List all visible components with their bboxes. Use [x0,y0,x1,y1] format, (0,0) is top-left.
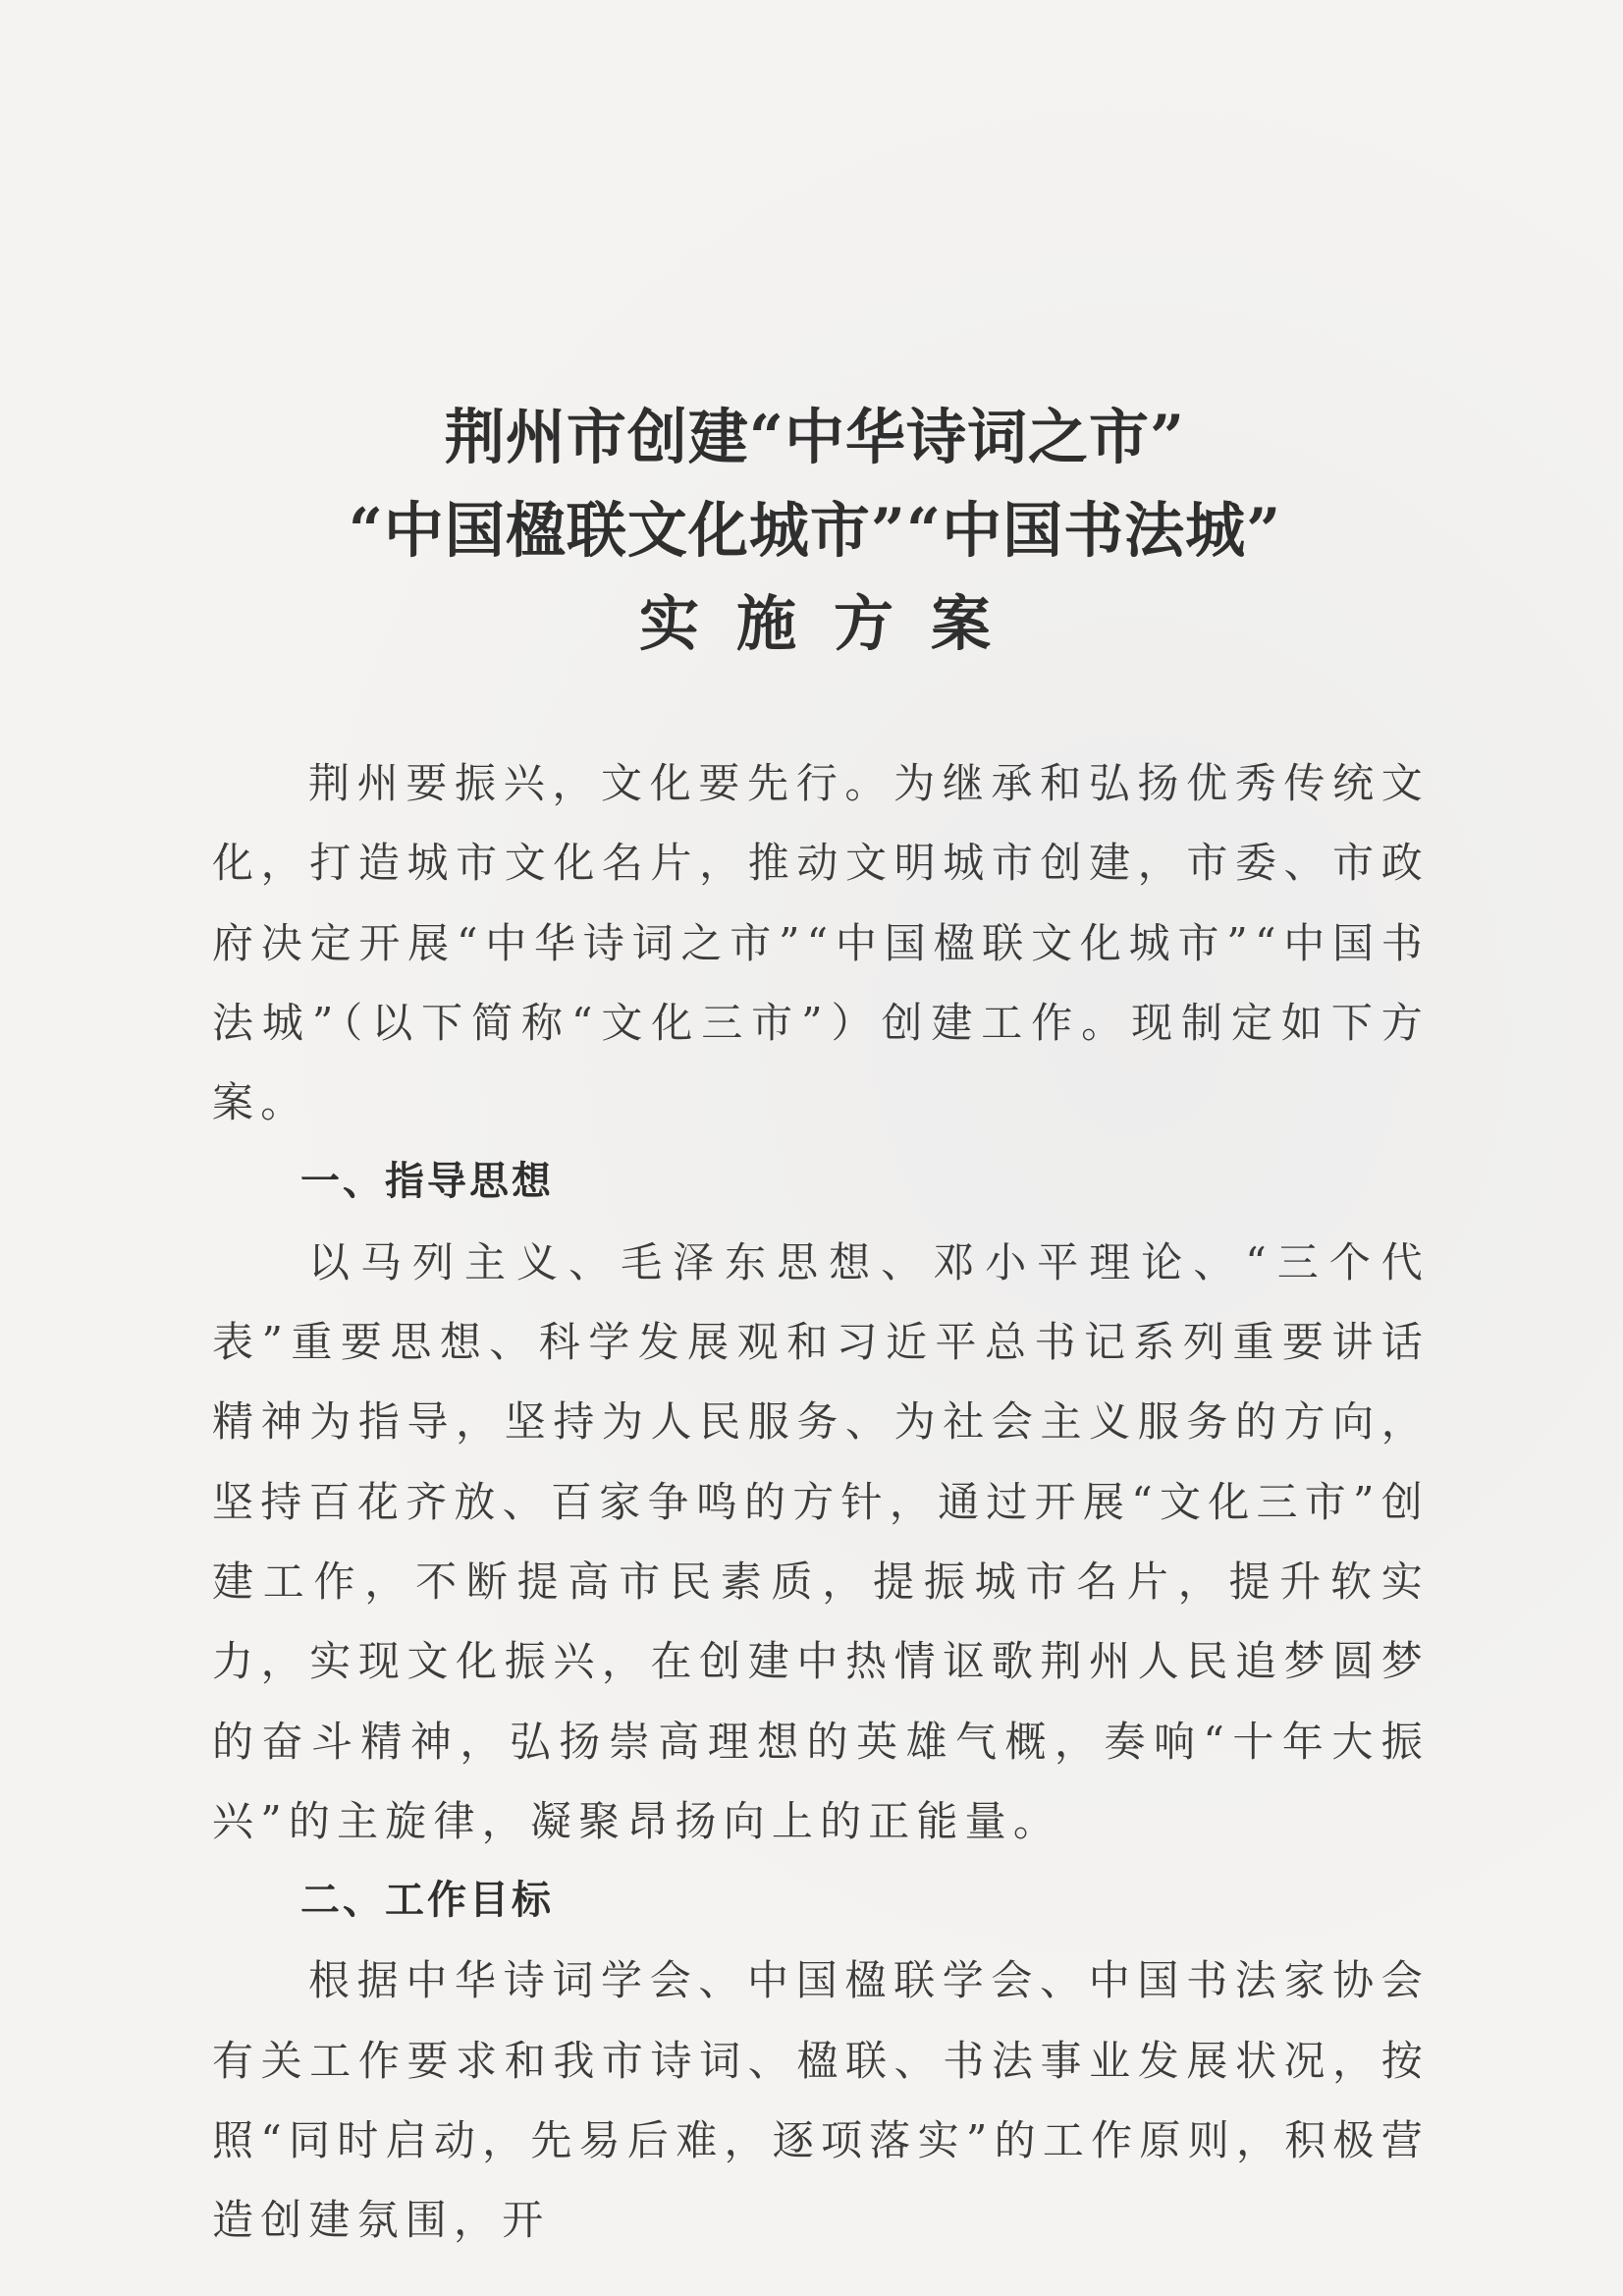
title-line-1: 荆州市创建“中华诗词之市” [444,403,1186,472]
document-body [212,743,1430,2261]
section-heading-work-goals: 二、工作目标 [300,1878,554,1924]
section-paragraph-work-goals: 根据中华诗词学会、中国楹联学会、中国书法家协会有关工作要求和我市诗词、楹联、书法事业发展状况，按照“同时启动，先易后难，逐项落实”的工作原则，积极营造创建氛围，开 [212,1956,1430,2245]
section-paragraph-guiding-ideology: 以马列主义、毛泽东思想、邓小平理论、“三个代表”重要思想、科学发展观和习近平总书记系列重要讲话精神为指导，坚持为人民服务、为社会主义服务的方向，坚持百花齐放、百家争鸣的方针，通过开展“文化三市”创建工作，不断提高市民素质，提振城市名片，提升软实力，实现文化振兴，在创建中热情讴歌荆州人民追梦圆梦的奋斗精神，弘扬崇高理想的英雄气概，奏响“十年大振兴”的主旋律，凝聚昂扬向上的正能量。 [212,1237,1430,1845]
document-title [177,391,1453,671]
title-line-2: “中国楹联文化城市”“中国书法城” [348,496,1282,566]
section-heading-guiding-ideology: 一、指导思想 [300,1159,554,1205]
title-line-3: 实施方案 [638,589,1028,659]
intro-paragraph: 荆州要振兴，文化要先行。为继承和弘扬优秀传统文化，打造城市文化名片，推动文明城市创建，市委、市政府决定开展“中华诗词之市”“中国楹联文化城市”“中国书法城”（以下简称“文化三市”）创建工作。现制定如下方案。 [212,759,1430,1127]
